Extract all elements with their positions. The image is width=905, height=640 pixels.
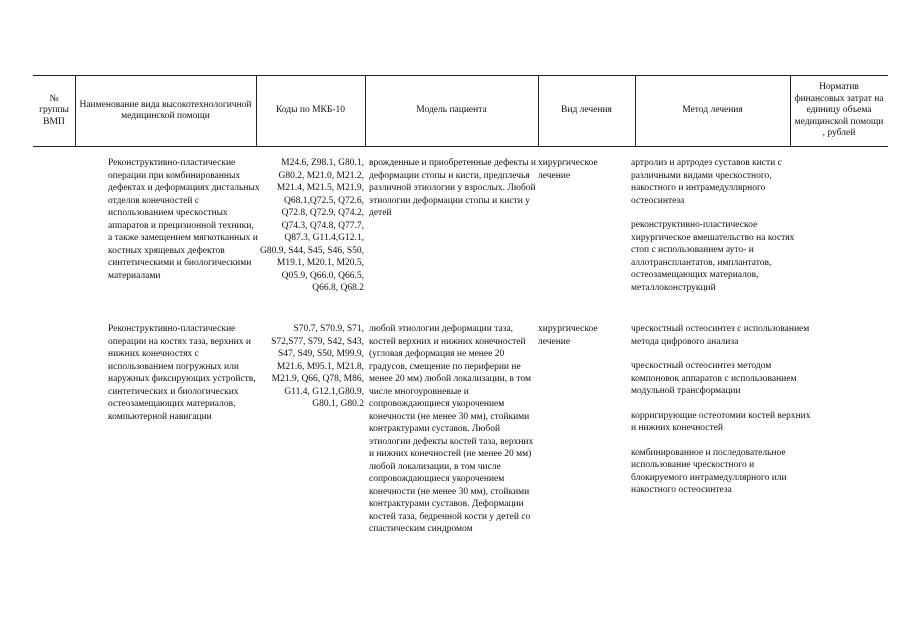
header-icd-codes: Коды по МКБ-10 [275,105,346,116]
row1-care-name: Реконструктивно-пластические операции при комбинированных дефектах и деформациях дистальных отделов конечностей с использованием чрескостных аппаратов и прецизионной техники, а также замещением мягкотканных и костных хрящевых дефектов синтетическими и биологическими материалами [108,158,260,281]
method-item: корригирующие остеотомии костей верхних и нижних конечностей [631,410,811,433]
header-care-type: Наименование вида высокотехнологичной медицинской помощи [79,99,252,121]
header-treatment-type: Вид лечения [561,105,612,116]
header-group-number: № группы ВМП [39,93,69,127]
header-treatment-method: Метод лечения [682,105,743,116]
method-item: реконструктивно-пластическое хирургическое вмешательство на костях стоп с использованием ауто- и аллотрансплантатов, имплантатов, остеозамещающих материалов, металлоконструкций [631,220,795,293]
method-item: чрескостный остеосинтез с использованием метода цифрового анализа [631,324,810,347]
row1-icd-codes: M24.6, Z98.1, G80.1, G80.2, M21.0, M21.2, M21.4, M21.5, M21.9, Q68.1,Q72.5, Q72.6, Q72.8, Q72.9, Q74.2, Q74.3, Q74.8, Q77.7, Q87.3, G11.4,G12.1, G80.9, S44, S45, S46, S50, M19.1, M20.1, M20.5, Q05.9, Q66.0, Q66.5, Q66.8, Q68.2 [260,158,364,293]
row1-patient-model: врожденные и приобретенные дефекты и деформации стопы и кисти, предплечья различной этиологии у взрослых. Любой этиологии деформации стопы и кисти у детей [369,158,536,218]
method-item: артролиз и артродез суставов кисти с различными видами чрескостного, накостного и интрамедуллярного остеосинтеза [631,158,782,206]
row2-care-name: Реконструктивно-пластические операции на костях таза, верхних и нижних конечностях с использованием погружных или наружных фиксирующих устройств, синтетических и биологических остеозамещающих материалов, компьютерной навигации [108,324,256,422]
row2-treatment-methods [631,323,811,497]
header-patient-model: Модель пациента [416,105,487,116]
row2-patient-model: любой этиологии деформации таза, костей верхних и нижних конечностей (угловая деформация не менее 20 градусов, смещение по периферии не менее 20 мм) любой локализации, в том числе многоуровневые и сопровождающиеся укорочением конечности (не менее 30 мм), стойкими контрактурами суставов. Любой этиологии дефекты костей таза, верхних и нижних конечностей (не менее 20 мм) любой локализации, в том числе сопровождающиеся укорочением конечности (не менее 30 мм), стойкими контрактурами суставов. Деформации костей таза, бедренной кости у детей со спастическим синдромом [369,324,534,534]
row1-treatment-methods [631,157,811,294]
header-cost-norm: Норматив финансовых затрат на единицу объема медицинской помощи , рублей [794,82,884,139]
row1-treatment-type: хирургическое лечение [538,158,598,181]
method-item: чрескостный остеосинтез методом компоновок аппаратов с использованием модульной трансформации [631,361,797,396]
row2-treatment-type: хирургическое лечение [538,324,598,347]
method-item: комбинированное и последовательное использование чрескостного и блокируемого интрамедуллярного или накостного остеосинтеза [631,447,787,495]
row2-icd-codes: S70.7, S70.9, S71, S72,S77, S79, S42, S43, S47, S49, S50, M99.9, M21.6, M95.1, M21.8, M21.9, Q66, Q78, M86, G11.4, G12.1,G80.9, G80.1, G80.2 [271,324,364,409]
table-header-row [33,75,888,147]
